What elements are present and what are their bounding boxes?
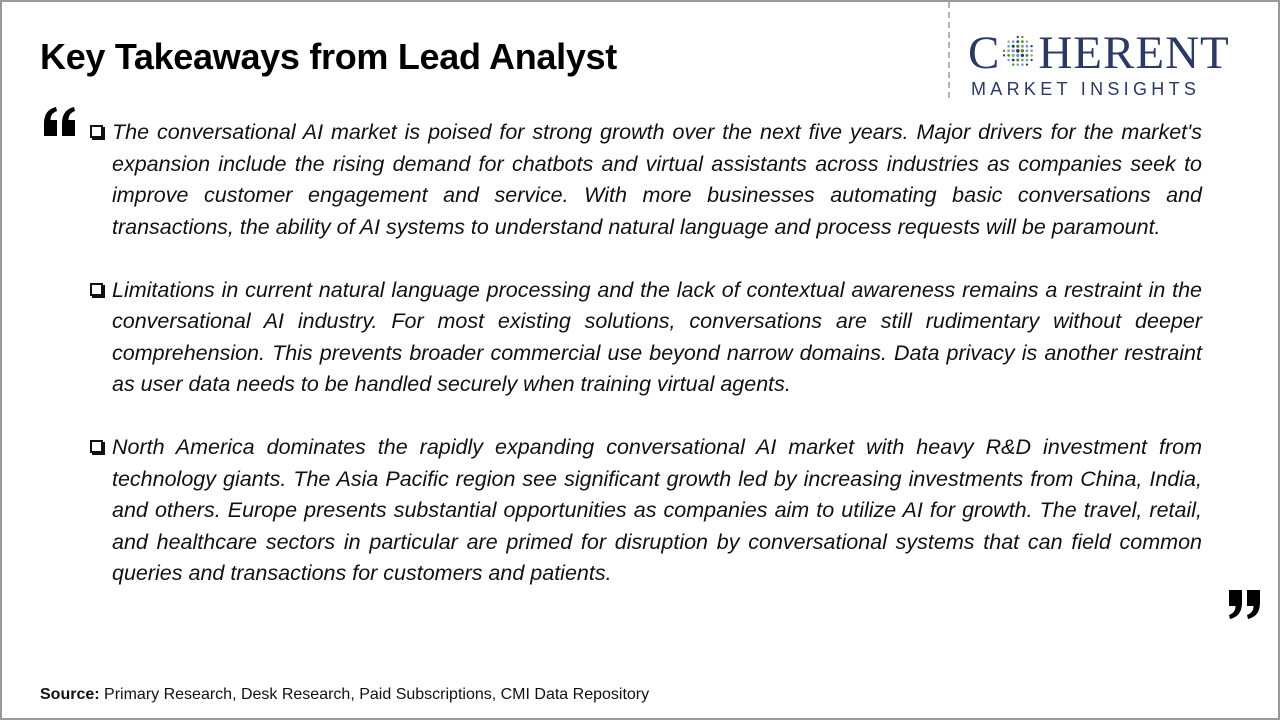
logo-dot-globe-icon: [1002, 35, 1036, 69]
logo-dot: [1031, 50, 1034, 53]
logo-dot: [1012, 54, 1015, 57]
logo-dot: [1008, 59, 1010, 61]
logo-dot: [1008, 54, 1011, 57]
company-logo: [968, 27, 1264, 100]
page-title: Key Takeaways from Lead Analyst: [40, 36, 617, 77]
takeaway-text: North America dominates the rapidly expanding conversational AI market with heavy R&D investment from technology giants. The Asia Pacific region see significant growth led by increasing investments from China, India, and others. Europe presents substantial opportunities as companies aim to utilize AI for growth. The travel, retail, and healthcare sectors in particular are primed for disruption by conversational systems that can field common queries and transactions for customers and patients.: [112, 435, 1202, 585]
logo-tagline: MARKET INSIGHTS: [971, 79, 1201, 99]
logo-wordmark: [968, 27, 1230, 79]
logo-dot: [1017, 45, 1020, 48]
logo-dot: [1017, 59, 1020, 62]
checkbox-bullet-icon: [90, 125, 103, 138]
logo-word-left: C: [968, 27, 1001, 79]
logo-dot: [1022, 63, 1025, 66]
logo-dot: [1008, 40, 1010, 42]
logo-dot: [1026, 49, 1029, 52]
takeaway-text: Limitations in current natural language processing and the lack of contextual awareness remains a restraint in the conversational AI industry. For most existing solutions, conversations are still rudimentary without deeper comprehension. This prevents broader commercial use beyond narrow domains. Data privacy is another restraint as user data needs to be handled securely when training virtual agents.: [112, 277, 1202, 396]
logo-dot: [1026, 63, 1028, 65]
logo-dot: [1031, 59, 1033, 61]
quote-close-icon: [1226, 588, 1262, 620]
source-label: Source:: [40, 686, 100, 703]
logo-dot: [1012, 63, 1014, 65]
logo-dot: [1012, 45, 1015, 48]
logo-dot: [1003, 54, 1005, 56]
checkbox-bullet-icon: [90, 440, 103, 453]
logo-dot: [1008, 49, 1011, 52]
logo-dot: [1021, 49, 1024, 52]
logo-dot: [1026, 59, 1029, 62]
header-divider: [948, 2, 950, 98]
takeaways-list: [88, 117, 1202, 621]
logo-dot: [1031, 54, 1034, 57]
logo-dot: [1012, 40, 1015, 43]
logo-dot: [1021, 59, 1024, 62]
logo-word-right: HERENT: [1038, 27, 1230, 79]
source-note: [40, 686, 649, 704]
takeaway-item: [88, 275, 1202, 401]
takeaway-item: [88, 117, 1202, 243]
logo-dot: [1017, 40, 1020, 43]
logo-dot: [1017, 36, 1019, 38]
quote-open-icon: [42, 106, 78, 138]
logo-dot: [1012, 59, 1015, 62]
logo-dot: [1021, 45, 1024, 48]
source-text: Primary Research, Desk Research, Paid Subscriptions, CMI Data Repository: [104, 686, 650, 703]
logo-dot: [1016, 49, 1020, 53]
logo-dot: [1016, 54, 1019, 57]
logo-dot: [1026, 45, 1029, 48]
logo-dot: [1008, 45, 1011, 48]
logo-dot: [1012, 49, 1015, 52]
takeaway-item: [88, 432, 1202, 590]
logo-dot: [1026, 54, 1029, 57]
logo-dot: [1022, 36, 1024, 38]
logo-dot: [1003, 50, 1005, 52]
takeaway-text: The conversational AI market is poised for strong growth over the next five years. Major drivers for the market's expansion include the rising demand for chatbots and virtual assistants across industries as companies seek to improve customer engagement and service. With more businesses automating basic conversations and transactions, the ability of AI systems to understand natural language and process requests will be paramount.: [112, 120, 1202, 239]
logo-dot: [1021, 54, 1024, 57]
logo-dot: [1021, 40, 1024, 43]
logo-dot: [1017, 63, 1020, 66]
logo-dot: [1031, 45, 1033, 47]
checkbox-bullet-icon: [90, 283, 103, 296]
logo-dot: [1026, 40, 1028, 42]
